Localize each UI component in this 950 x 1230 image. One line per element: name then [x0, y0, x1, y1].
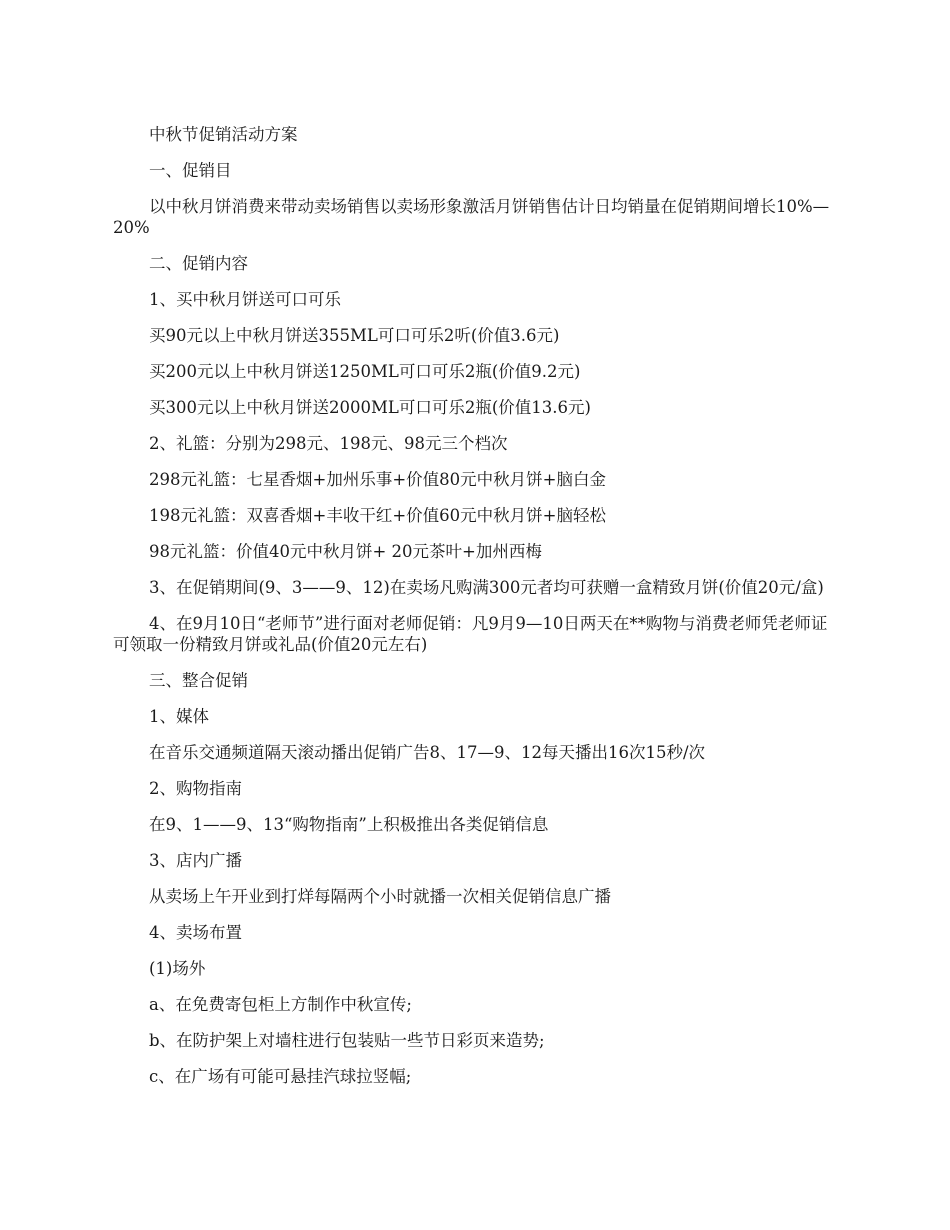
item-heading-media: 1、媒体: [149, 707, 209, 726]
paragraph-goal-text: 以中秋月饼消费来带动卖场销售以卖场形象激活月饼销售估计日均销量在促销期间增长10%—20%: [113, 197, 830, 237]
paragraph-coke-tier-2: 买200元以上中秋月饼送1250ML可口可乐2瓶(价值9.2元): [149, 362, 581, 381]
paragraph-media: 在音乐交通频道隔天滚动播出促销广告8、17—9、12每天播出16次15秒/次: [149, 743, 706, 762]
item-heading-gift-basket: 2、礼篮：分别为298元、198元、98元三个档次: [149, 434, 508, 453]
sub-heading-outside: (1)场外: [149, 959, 206, 978]
list-item-c: c、在广场有可能可悬挂汽球拉竖幅;: [149, 1067, 412, 1086]
paragraph-broadcast: 从卖场上午开业到打烊每隔两个小时就播一次相关促销信息广播: [149, 887, 611, 906]
paragraph-coke-tier-1: 买90元以上中秋月饼送355ML可口可乐2听(价值3.6元): [149, 326, 560, 345]
paragraph-teachers-day: 4、在9月10日“老师节”进行面对老师促销：凡9月9—10日两天在**购物与消费老师凭老师证可领取一份精致月饼或礼品(价值20元左右): [113, 614, 828, 654]
item-heading-store-layout: 4、卖场布置: [149, 923, 242, 942]
list-item-b: b、在防护架上对墙柱进行包装贴一些节日彩页来造势;: [149, 1031, 545, 1050]
list-item-a: a、在免费寄包柜上方制作中秋宣传;: [149, 995, 412, 1014]
section-heading-integrated: 三、整合促销: [149, 671, 248, 690]
item-heading-coke: 1、买中秋月饼送可口可乐: [149, 290, 341, 309]
document-title: 中秋节促销活动方案: [149, 125, 298, 144]
paragraph-basket-98: 98元礼篮：价值40元中秋月饼+ 20元茶叶+加州西梅: [149, 542, 542, 561]
paragraph-basket-298: 298元礼篮：七星香烟+加州乐事+价值80元中秋月饼+脑白金: [149, 470, 606, 489]
paragraph-basket-198: 198元礼篮：双喜香烟+丰收干红+价值60元中秋月饼+脑轻松: [149, 506, 606, 525]
item-heading-shopping-guide: 2、购物指南: [149, 779, 242, 798]
paragraph-promo-period: 3、在促销期间(9、3——9、12)在卖场凡购满300元者均可获赠一盒精致月饼(价值20元/盒): [149, 578, 824, 597]
item-heading-broadcast: 3、店内广播: [149, 851, 242, 870]
section-heading-goal: 一、促销目: [149, 161, 232, 180]
paragraph-coke-tier-3: 买300元以上中秋月饼送2000ML可口可乐2瓶(价值13.6元): [149, 398, 591, 417]
section-heading-content: 二、促销内容: [149, 254, 248, 273]
paragraph-shopping-guide: 在9、1——9、13“购物指南”上积极推出各类促销信息: [149, 815, 549, 834]
document-body: [113, 124, 839, 1102]
